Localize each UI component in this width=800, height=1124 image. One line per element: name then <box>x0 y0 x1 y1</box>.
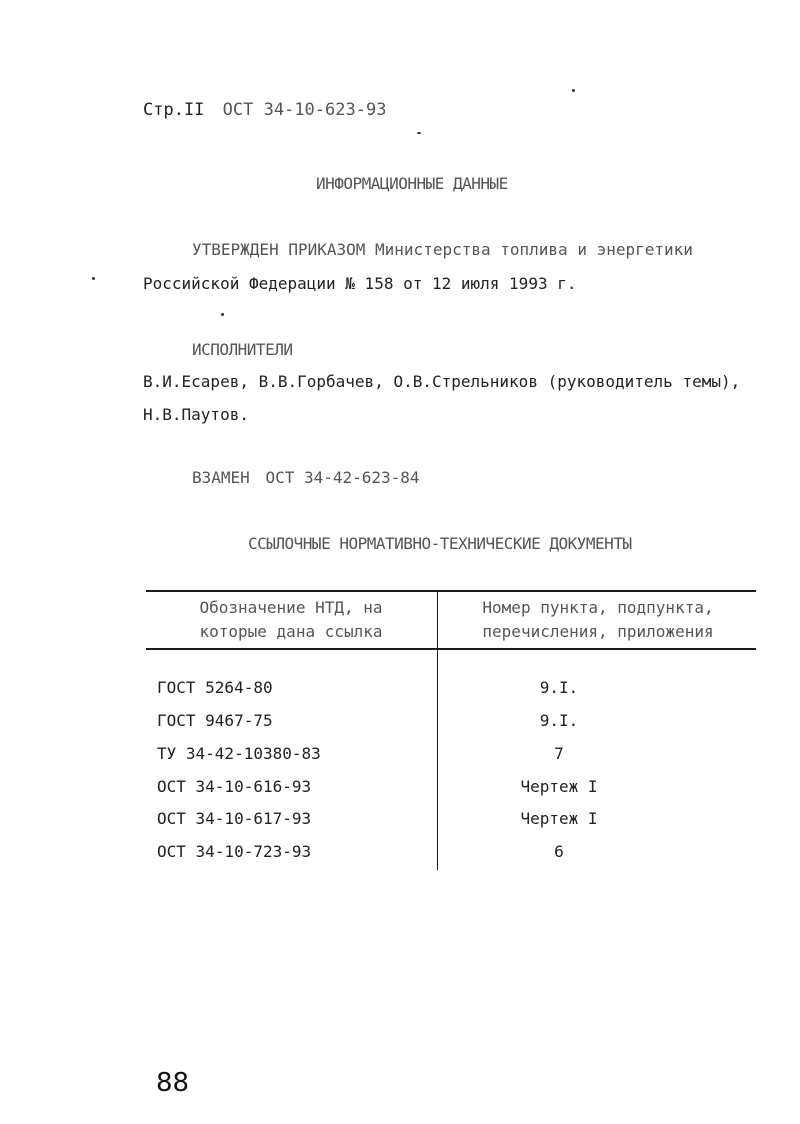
executors-line-2: Н.В.Паутов. <box>143 405 249 424</box>
replaced-line <box>192 468 420 487</box>
col1-header-line-2: которые дана ссылка <box>199 622 383 641</box>
table-column-divider <box>437 590 438 870</box>
header-standard: ОСТ 34-10-623-93 <box>222 100 387 120</box>
page-number: 88 <box>156 1068 190 1098</box>
page-ref: Стр.II <box>143 100 205 120</box>
executors-heading: ИСПОЛНИТЕЛИ <box>192 340 293 359</box>
approved-line-1: УТВЕРЖДЕН ПРИКАЗОМ Министерства топлива и энергетики <box>192 240 693 259</box>
table-row-doc: ОСТ 34-10-617-93 <box>157 809 312 828</box>
scan-speck <box>221 313 224 316</box>
table-row-doc: ОСТ 34-10-616-93 <box>157 777 312 796</box>
table-row-doc: ОСТ 34-10-723-93 <box>157 842 312 861</box>
table-row-doc: ГОСТ 5264-80 <box>157 678 273 697</box>
col1-header-line-1: Обозначение НТД, на <box>199 598 383 617</box>
replaced-standard: ОСТ 34-42-623-84 <box>265 468 420 487</box>
table-row-ref: 9.I. <box>539 678 579 697</box>
table-row-ref: Чертеж I <box>520 777 598 796</box>
table-row-ref: Чертеж I <box>520 809 598 828</box>
col2-header-line-2: перечисления, приложения <box>482 622 714 641</box>
col2-header-line-1: Номер пункта, подпункта, <box>482 598 714 617</box>
page-header <box>143 100 386 120</box>
references-heading: ССЫЛОЧНЫЕ НОРМАТИВНО-ТЕХНИЧЕСКИЕ ДОКУМЕНТЫ <box>248 534 632 553</box>
table-top-rule <box>146 590 756 592</box>
replaced-label: ВЗАМЕН <box>192 468 250 487</box>
scan-speck <box>92 277 95 280</box>
table-row-doc: ТУ 34-42-10380-83 <box>157 744 321 763</box>
approved-line-2: Российской Федерации № 158 от 12 июля 1993 г. <box>143 274 577 293</box>
table-header-rule <box>146 648 756 650</box>
scan-speck <box>572 89 575 92</box>
document-title: ИНФОРМАЦИОННЫЕ ДАННЫЕ <box>316 174 508 193</box>
table-row-ref: 6 <box>554 842 564 861</box>
table-row-doc: ГОСТ 9467-75 <box>157 711 273 730</box>
table-row-ref: 9.I. <box>539 711 579 730</box>
executors-line-1: В.И.Есарев, В.В.Горбачев, О.В.Стрельников (руководитель темы), <box>143 372 741 391</box>
table-row-ref: 7 <box>554 744 564 763</box>
scan-speck <box>417 132 421 134</box>
